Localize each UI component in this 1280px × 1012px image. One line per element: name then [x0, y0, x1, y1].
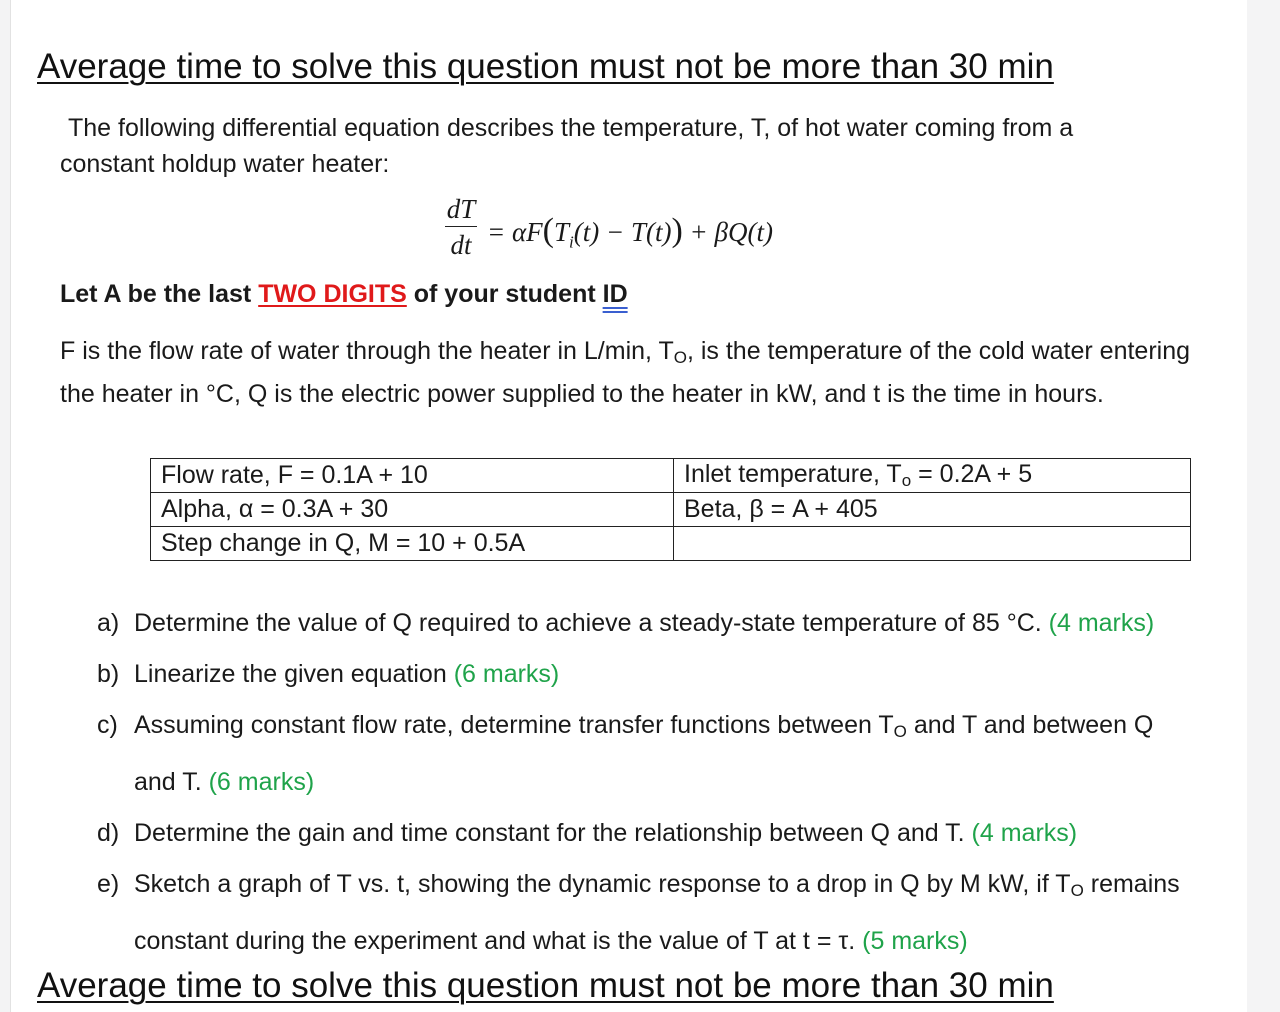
equation-tail: + βQ(t) [689, 217, 773, 247]
time-limit-banner-top: Average time to solve this question must not be more than 30 min [37, 47, 1054, 86]
marks-badge: (6 marks) [208, 768, 315, 796]
list-item [97, 859, 1217, 967]
table-cell-flow-rate: Flow rate, F = 0.1A + 10 [151, 459, 674, 493]
equation-eq-part: = αF [487, 217, 543, 247]
question-label: d) [97, 819, 120, 847]
question-sub: O [1070, 881, 1084, 900]
table-cell-inlet-temperature [674, 459, 1191, 493]
table-cell-beta: Beta, β = A + 405 [674, 493, 1191, 527]
list-item [97, 649, 1217, 700]
question-text-line2: constant during the experiment and what is the value of T at t = τ. [134, 927, 863, 955]
let-a-statement [60, 280, 628, 309]
question-label: b) [97, 660, 120, 688]
list-item [97, 598, 1217, 649]
marks-badge: (4 marks) [971, 819, 1078, 847]
inlet-temp-sub: o [901, 471, 912, 490]
question-text-cont: and T and between Q [906, 711, 1154, 739]
student-id-word: ID [602, 280, 628, 308]
question-text: Sketch a graph of T vs. t, showing the dynamic response to a drop in Q by M kW, if T [134, 870, 1071, 898]
fdesc-sub: O [673, 348, 687, 367]
table-cell-alpha: Alpha, α = 0.3A + 30 [151, 493, 674, 527]
time-limit-banner-bottom: Average time to solve this question must not be more than 30 min [37, 966, 1054, 1005]
intro-paragraph [60, 110, 1210, 182]
fraction-bar [445, 226, 477, 227]
table-row [151, 493, 1191, 527]
list-item [97, 808, 1217, 859]
two-digits-highlight: TWO DIGITS [258, 280, 407, 308]
question-list [97, 598, 1217, 967]
question-text: Determine the value of Q required to achieve a steady-state temperature of 85 °C. [134, 609, 1049, 637]
inlet-temp-value: = 0.2A + 5 [911, 460, 1033, 488]
equation-rhs: = $\alpha F(T_i(t) - T(t)) + \beta Q(t)$ [487, 212, 773, 252]
table-row [151, 527, 1191, 561]
question-sub: O [893, 722, 907, 741]
question-text-cont: remains [1083, 870, 1180, 898]
let-mid: of your student [406, 280, 603, 308]
derivative-fraction [443, 194, 479, 261]
inlet-temp-label: Inlet temperature, T [684, 460, 902, 488]
question-label: a) [97, 609, 120, 637]
intro-line-2: constant holdup water heater: [60, 150, 390, 178]
marks-badge: (4 marks) [1048, 609, 1155, 637]
fraction-numerator: dT [446, 194, 476, 224]
marks-badge: (6 marks) [453, 660, 560, 688]
let-pre: Let A be the last [60, 280, 259, 308]
fraction-denominator: dt [450, 230, 472, 260]
fdesc-part-a: F is the flow rate of water through the heater in L/min, T [60, 337, 674, 365]
equation-ti-arg: (t) − T(t) [573, 217, 672, 247]
table-cell-empty [674, 527, 1191, 561]
table-row [151, 459, 1191, 493]
equation-ti: T [553, 217, 569, 247]
parameters-table [150, 458, 1191, 561]
scroll-gutter [1247, 0, 1280, 1012]
table-cell-step-change: Step change in Q, M = 10 + 0.5A [151, 527, 674, 561]
fdesc-part-b: , is the temperature of the cold water entering the heater in °C, Q is the electric power supplied to the heater in kW, and t is the time in hours. [60, 337, 1191, 408]
question-text: Determine the gain and time constant for the relationship between Q and T. [134, 819, 972, 847]
question-text: Assuming constant flow rate, determine transfer functions between T [134, 711, 894, 739]
equation-ti-sub: i [569, 232, 574, 252]
marks-badge: (5 marks) [862, 927, 968, 955]
question-text-line2: and T. [134, 768, 209, 796]
list-item [97, 700, 1217, 808]
variable-description [60, 333, 1210, 413]
question-label: c) [97, 711, 118, 739]
question-label: e) [97, 870, 120, 898]
question-text: Linearize the given equation [134, 660, 454, 688]
intro-line-1: The following differential equation describes the temperature, T, of hot water coming from a [68, 114, 1074, 142]
